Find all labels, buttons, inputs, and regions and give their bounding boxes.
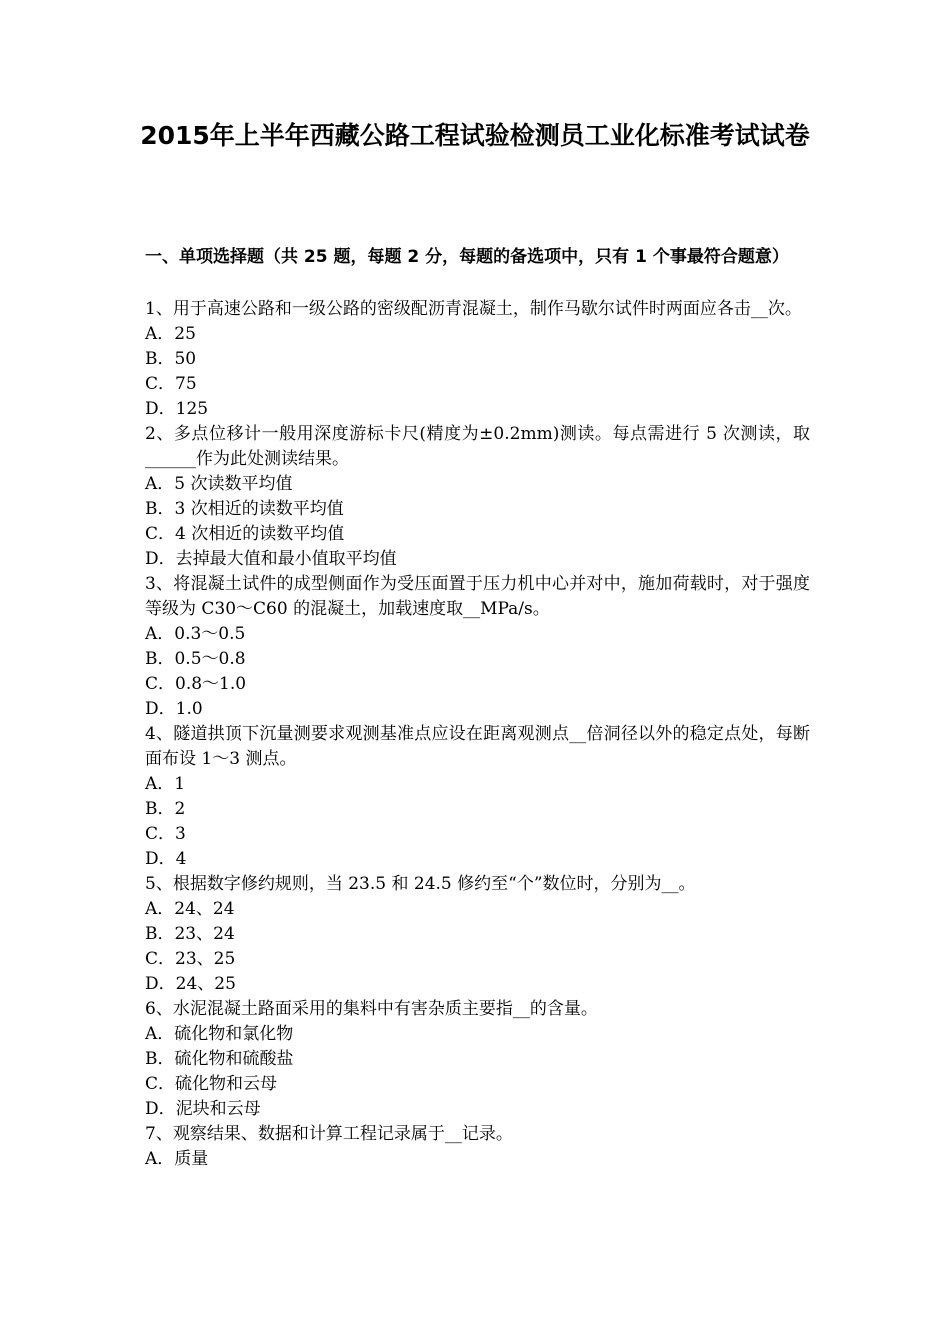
option-a: A．1 (145, 774, 186, 794)
question-stem: 1、用于高速公路和一级公路的密级配沥青混凝土，制作马歇尔试件时两面应各击__次。 (145, 299, 802, 319)
option-a: A．硫化物和氯化物 (145, 1024, 294, 1044)
option-a: A．24、24 (145, 899, 235, 919)
section-heading: 一、单项选择题（共 25 题，每题 2 分，每题的备选项中，只有 1 个事最符合题意） (145, 247, 789, 267)
option-b: B．23、24 (145, 924, 235, 944)
question-5 (145, 872, 810, 997)
option-d: D．去掉最大值和最小值取平均值 (145, 549, 397, 569)
option-c: C．4 次相近的读数平均值 (145, 524, 345, 544)
question-7 (145, 1122, 810, 1172)
question-stem: 2、多点位移计一般用深度游标卡尺(精度为±0.2mm)测读。每点需进行 5 次测读，取______作为此处测读结果。 (145, 424, 810, 469)
question-2 (145, 422, 810, 572)
option-d: D．泥块和云母 (145, 1099, 261, 1119)
option-a: A．5 次读数平均值 (145, 474, 293, 494)
question-stem: 7、观察结果、数据和计算工程记录属于__记录。 (145, 1124, 513, 1144)
option-b: B．0.5～0.8 (145, 649, 246, 669)
option-d: D．4 (145, 849, 187, 869)
question-1 (145, 297, 810, 422)
question-stem: 3、将混凝土试件的成型侧面作为受压面置于压力机中心并对中，施加荷载时，对于强度等级为 C30～C60 的混凝土，加载速度取__MPa/s。 (145, 574, 810, 619)
option-c: C．3 (145, 824, 186, 844)
option-c: C．75 (145, 374, 197, 394)
option-b: B．50 (145, 349, 197, 369)
option-d: D．125 (145, 399, 209, 419)
document-title: 2015年上半年西藏公路工程试验检测员工业化标准考试试卷 (140, 121, 810, 150)
question-stem: 4、隧道拱顶下沉量测要求观测基准点应设在距离观测点__倍洞径以外的稳定点处，每断面布设 1～3 测点。 (145, 724, 810, 769)
option-c: C．硫化物和云母 (145, 1074, 278, 1094)
question-4 (145, 722, 810, 872)
option-c: C．0.8～1.0 (145, 674, 247, 694)
option-d: D．24、25 (145, 974, 236, 994)
question-stem: 6、水泥混凝土路面采用的集料中有害杂质主要指__的含量。 (145, 999, 598, 1019)
question-stem: 5、根据数字修约规则，当 23.5 和 24.5 修约至“个”数位时，分别为__。 (145, 874, 696, 894)
option-d: D．1.0 (145, 699, 203, 719)
question-list (145, 297, 810, 1172)
option-b: B．2 (145, 799, 186, 819)
option-a: A．0.3～0.5 (145, 624, 246, 644)
question-3 (145, 572, 810, 722)
question-6 (145, 997, 810, 1122)
option-c: C．23、25 (145, 949, 236, 969)
option-a: A．质量 (145, 1149, 209, 1169)
option-a: A．25 (145, 324, 196, 344)
option-b: B．硫化物和硫酸盐 (145, 1049, 294, 1069)
option-b: B．3 次相近的读数平均值 (145, 499, 344, 519)
